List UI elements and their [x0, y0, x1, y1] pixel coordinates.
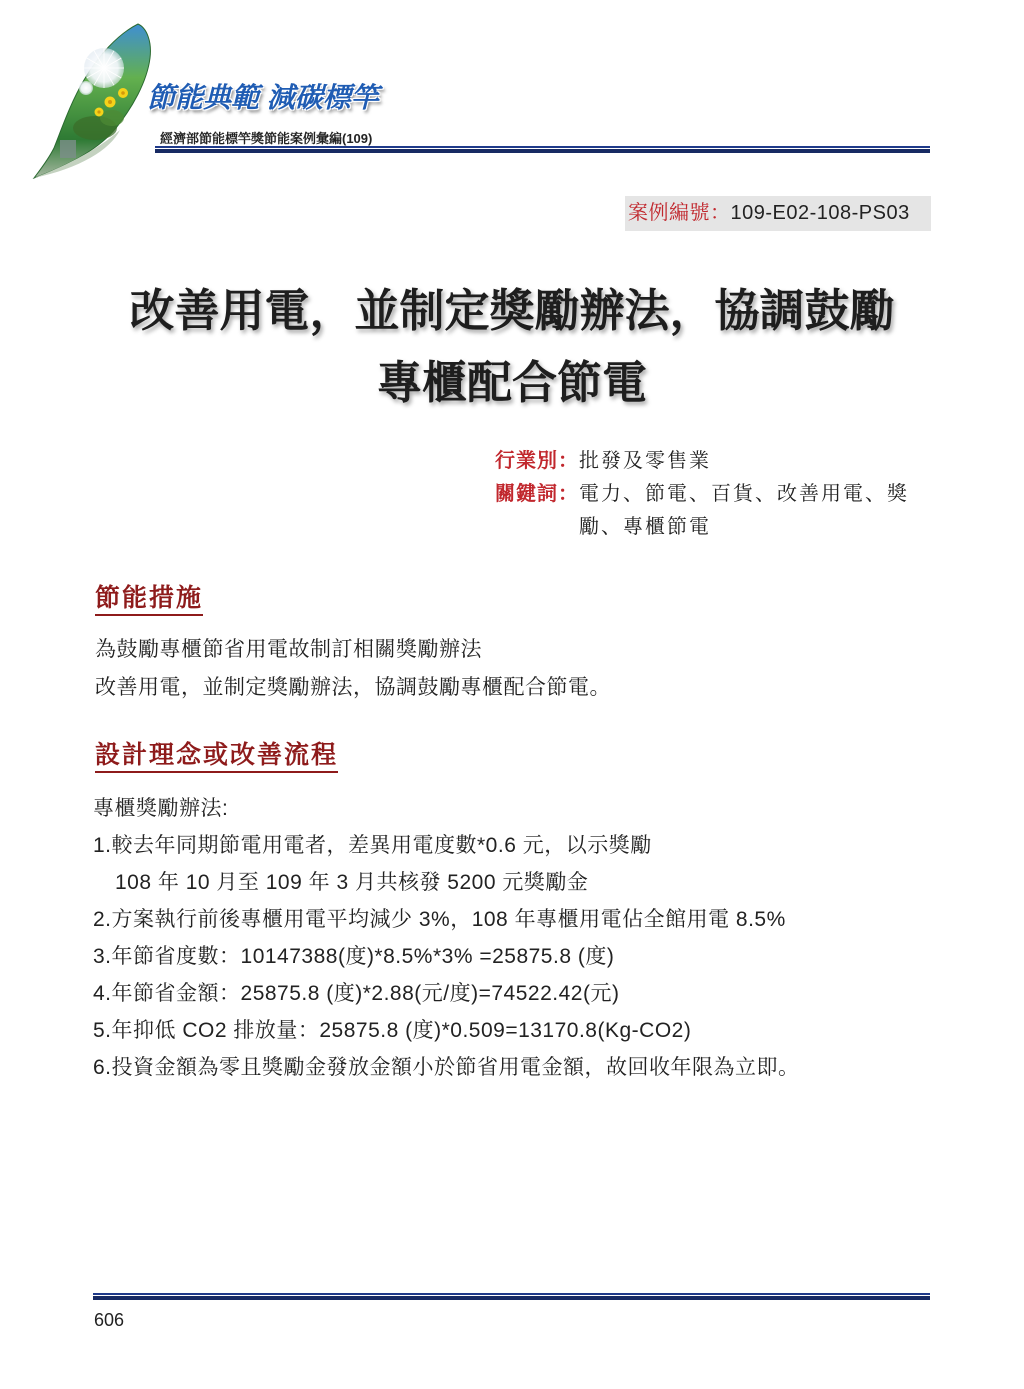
industry-row: [495, 445, 909, 478]
list-item: 1.較去年同期節電用電者，差異用電度數*0.6 元，以示獎勵: [93, 834, 652, 857]
footer-rule: [93, 1293, 930, 1300]
industry-value: 批發及零售業: [579, 450, 711, 472]
section-heading-design: 設計理念或改善流程: [95, 740, 338, 773]
paragraph-line: 改善用電，並制定獎勵辦法，協調鼓勵專櫃配合節電。: [95, 676, 611, 699]
keywords-line-1: 電力、節電、百貨、改善用電、獎: [579, 483, 909, 505]
case-number-value: 109-E02-108-PS03: [730, 202, 910, 224]
list-item: 2.方案執行前後專櫃用電平均減少 3%，108 年專櫃用電佔全館用電 8.5%: [93, 908, 786, 931]
section-body-measures: [95, 631, 611, 707]
keywords-label: 關鍵詞：: [495, 483, 579, 505]
case-meta: [495, 445, 909, 544]
logo-subtitle: 經濟部節能標竿獎節能案例彙編(109): [160, 131, 373, 146]
case-number-box: [625, 196, 931, 231]
list-item: 3.年節省度數：10147388(度)*8.5%*3% =25875.8 (度): [93, 945, 615, 968]
page-number: 606: [94, 1310, 125, 1330]
industry-label: 行業別：: [495, 450, 579, 472]
list-item: 5.年抑低 CO2 排放量：25875.8 (度)*0.509=13170.8(Kg-CO2): [93, 1019, 692, 1042]
section-heading-measures: 節能措施: [95, 583, 203, 616]
list-item: 4.年節省金額：25875.8 (度)*2.88(元/度)=74522.42(元): [93, 982, 620, 1005]
logo-title: 節能典範 減碳標竿: [147, 82, 379, 113]
keywords-row: [495, 478, 909, 544]
paragraph-line: 為鼓勵專櫃節省用電故制訂相關獎勵辦法: [95, 638, 482, 661]
section-body-design: [93, 790, 800, 1086]
case-number-text: [625, 196, 931, 231]
list-item-continuation: 108 年 10 月至 109 年 3 月共核發 5200 元獎勵金: [115, 871, 589, 894]
title-line-2: 專櫃配合節電: [376, 357, 647, 408]
list-intro: 專櫃獎勵辦法:: [93, 797, 229, 820]
page-title: [0, 275, 1024, 419]
case-number-label: 案例編號：: [628, 202, 731, 224]
header-rule: [155, 146, 930, 153]
list-item: 6.投資金額為零且獎勵金發放金額小於節省用電金額，故回收年限為立即。: [93, 1056, 800, 1079]
title-line-1: 改善用電，並制定獎勵辦法，協調鼓勵: [129, 285, 895, 336]
keywords-line-2: 勵、專櫃節電: [579, 516, 711, 538]
keywords-value: [579, 478, 909, 544]
